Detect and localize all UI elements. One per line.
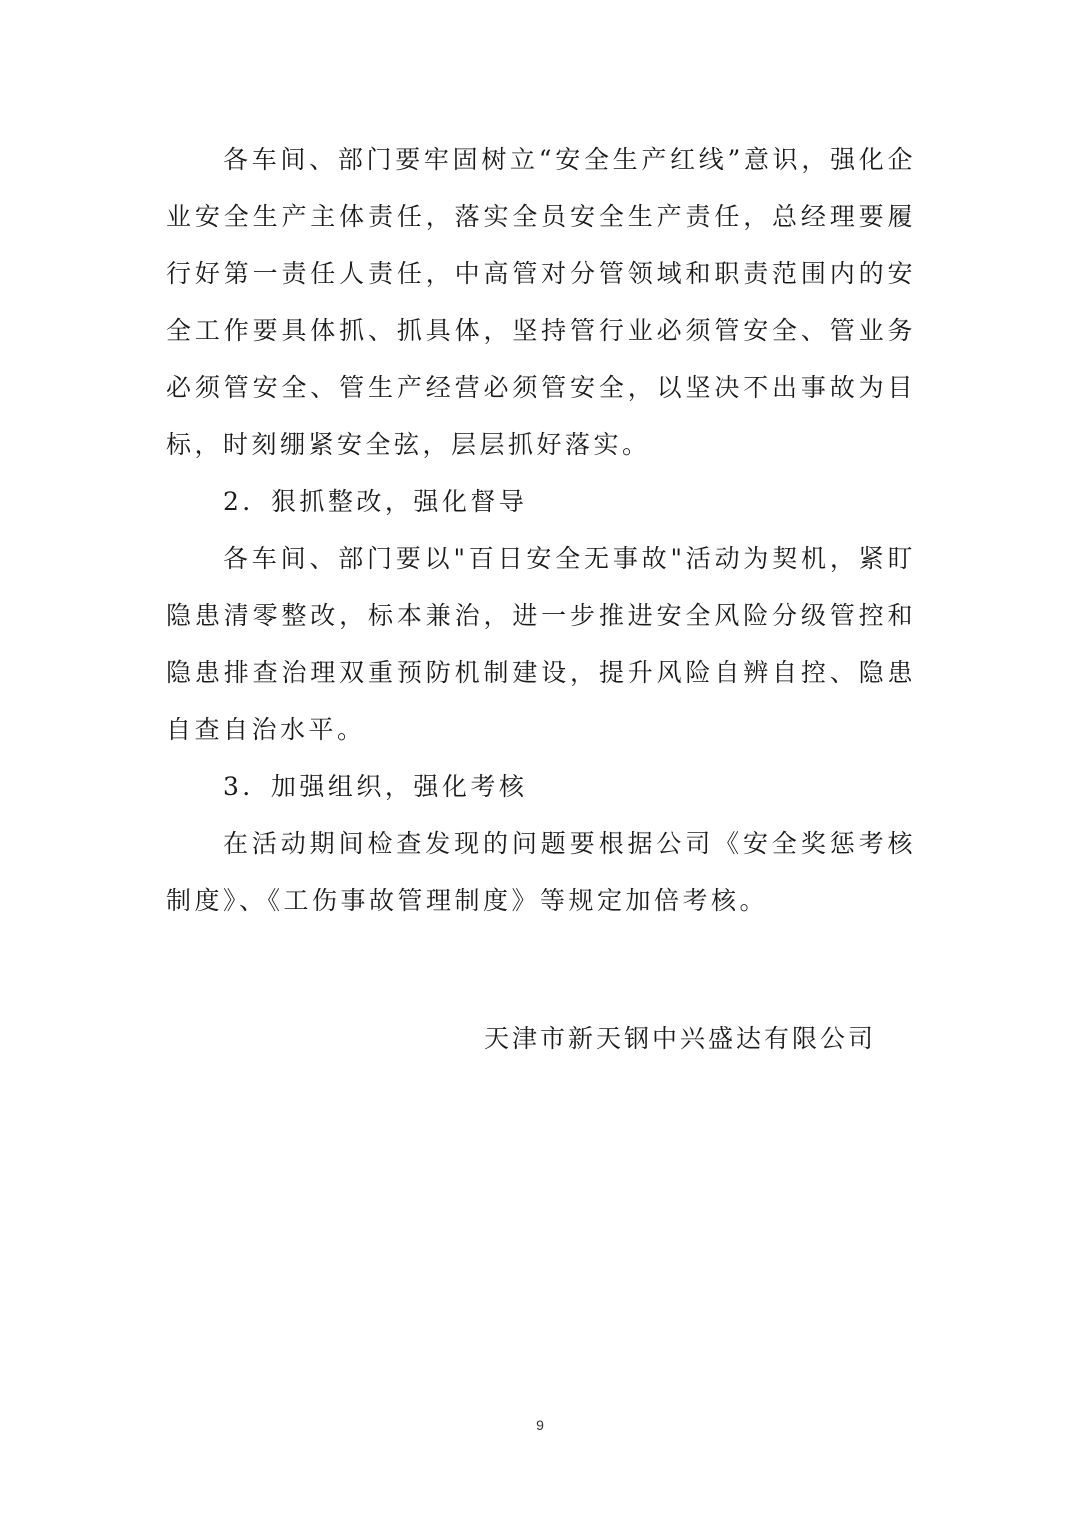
paragraph-responsibility: 各车间、部门要牢固树立“安全生产红线”意识，强化企业安全生产主体责任，落实全员安全生产责任，总经理要履行好第一责任人责任，中高管对分管领域和职责范围内的安全工作要具体抓、抓具体，坚持管行业必须管安全、管业务必须管安全、管生产经营必须管安全，以坚决不出事故为目标，时刻绷紧安全弦，层层抓好落实。 <box>166 145 916 459</box>
document-body <box>166 131 916 929</box>
section-heading-rectification: 2．狠抓整改，强化督导 <box>223 487 528 516</box>
company-signature: 天津市新天钢中兴盛达有限公司 <box>484 1024 877 1053</box>
paragraph-rectification: 各车间、部门要以"百日安全无事故"活动为契机，紧盯隐患清零整改，标本兼治，进一步推进安全风险分级管控和隐患排查治理双重预防机制建设，提升风险自辨自控、隐患自查自治水平。 <box>166 544 916 744</box>
section-heading-assessment: 3．加强组织，强化考核 <box>223 772 528 801</box>
page-number: 9 <box>536 1417 544 1433</box>
paragraph-assessment: 在活动期间检查发现的问题要根据公司《安全奖惩考核制度》、《工伤事故管理制度》等规定加倍考核。 <box>166 829 916 915</box>
